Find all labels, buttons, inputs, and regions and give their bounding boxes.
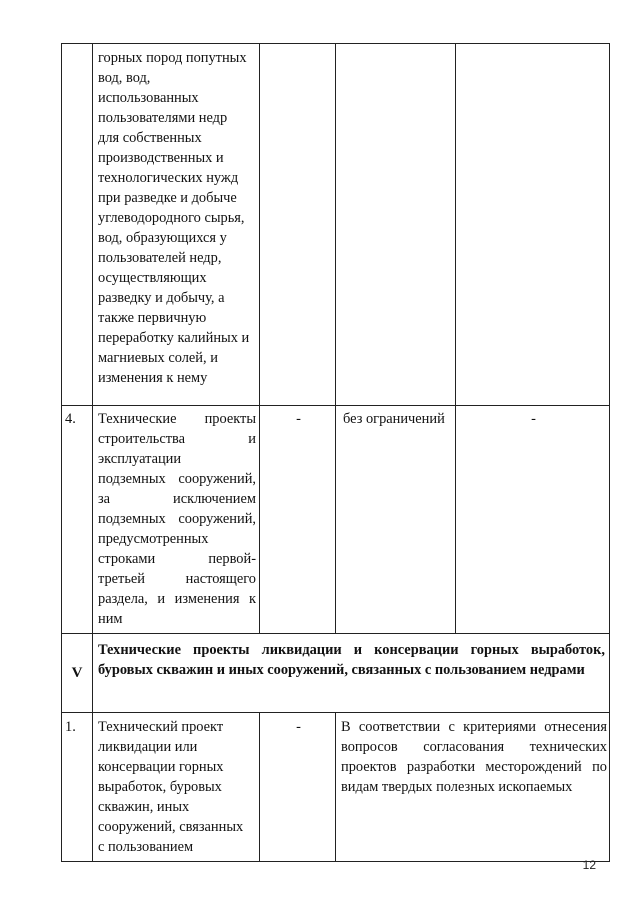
- text-line: за исключением: [98, 491, 256, 507]
- text-line: вод, образующихся у: [98, 230, 227, 246]
- document-name-text: [93, 713, 259, 861]
- table-row-continuation: [62, 44, 610, 406]
- text-line: изменения к нему: [98, 370, 208, 386]
- row-number: 4.: [65, 411, 76, 427]
- text-line: производственных и: [98, 150, 224, 166]
- text-line: горных пород попутных: [98, 50, 247, 66]
- dash-value: -: [296, 719, 301, 735]
- dash-value: -: [531, 411, 536, 427]
- text-line: ликвидации или: [98, 739, 198, 755]
- text-line: с пользованием: [98, 839, 194, 855]
- text-line: строительства и: [98, 431, 256, 447]
- text-line: выработок, буровых: [98, 779, 222, 795]
- empty-cell: [260, 44, 336, 406]
- text-line: сооружений, связанных: [98, 819, 244, 835]
- criteria-cell: [336, 713, 610, 862]
- row-number: 1.: [65, 719, 76, 735]
- table-row-4: [62, 406, 610, 634]
- empty-cell: [456, 44, 610, 406]
- text-line: использованных: [98, 90, 199, 106]
- regulation-table: [61, 43, 610, 862]
- text-line: подземных сооружений,: [98, 471, 256, 487]
- page-number: 12: [582, 858, 596, 872]
- text-line: Технический проект: [98, 719, 224, 735]
- text-line: эксплуатации: [98, 451, 182, 467]
- row-number-cell: [62, 713, 93, 862]
- text-line: при разведке и добыче: [98, 190, 237, 206]
- dash-cell: [260, 713, 336, 862]
- text-line: переработку калийных и: [98, 330, 250, 346]
- document-name-cell: [93, 406, 260, 634]
- document-name-cell: [93, 44, 260, 406]
- row-number-cell: [62, 44, 93, 406]
- document-name-text: [93, 406, 259, 633]
- text-line: углеводородного сырья,: [98, 210, 245, 226]
- row-number-cell: [62, 406, 93, 634]
- section-number: V: [62, 634, 93, 713]
- term-cell: [336, 406, 456, 634]
- text-line: осуществляющих: [98, 270, 207, 286]
- document-name-cell: [93, 713, 260, 862]
- text-line: раздела, и изменения к: [98, 591, 256, 607]
- text-line: магниевых солей, и: [98, 350, 218, 366]
- dash-cell: [260, 406, 336, 634]
- section-title: Технические проекты ликвидации и консервации горных выработок, буровых скважин и иных сооружений, связанных с пользованием недрами: [93, 634, 610, 713]
- text-line: Технические проекты: [98, 411, 256, 427]
- text-line: пользователями недр: [98, 110, 228, 126]
- text-line: строками первой-: [98, 551, 256, 567]
- text-line: предусмотренных: [98, 531, 209, 547]
- section-header-row: [62, 634, 610, 713]
- document-name-text: [93, 44, 259, 392]
- text-line: скважин, иных: [98, 799, 190, 815]
- criteria-text: В соответствии с критериями отнесения вопросов согласования технических проектов разработки месторождений по видам твердых полезных ископаемых: [341, 719, 607, 795]
- table-row-v1: [62, 713, 610, 862]
- text-line: подземных сооружений,: [98, 511, 256, 527]
- text-line: пользователей недр,: [98, 250, 222, 266]
- text-line: для собственных: [98, 130, 202, 146]
- text-line: вод, вод,: [98, 70, 151, 86]
- text-line: технологических нужд: [98, 170, 239, 186]
- dash-cell: [456, 406, 610, 634]
- text-line: третьей настоящего: [98, 571, 256, 587]
- empty-cell: [336, 44, 456, 406]
- text-line: консервации горных: [98, 759, 224, 775]
- text-line: ним: [98, 611, 123, 627]
- text-line: разведку и добычу, а: [98, 290, 225, 306]
- term-value: без ограничений: [343, 411, 445, 427]
- dash-value: -: [296, 411, 301, 427]
- text-line: также первичную: [98, 310, 207, 326]
